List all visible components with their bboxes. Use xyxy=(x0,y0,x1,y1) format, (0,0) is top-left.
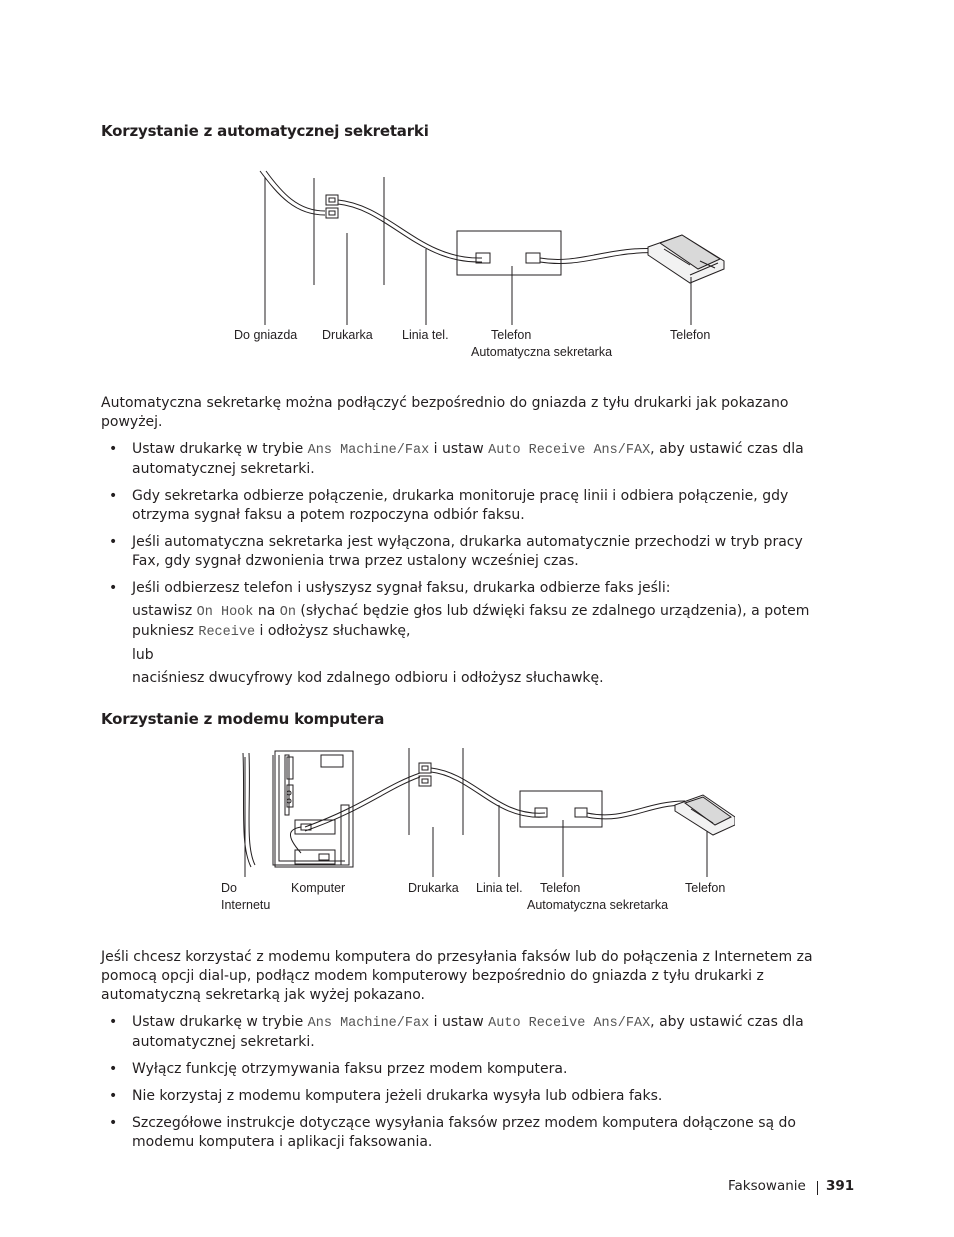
section1-bullets xyxy=(101,440,821,696)
list-item: • Jeśli odbierzesz telefon i usłyszysz sygnał faksu, drukarka odbierze faks jeśli: ustawisz On Hook na On (słychać będzie głos lub dźwięki faksu ze zdalnego urządzenia), a potem pukniesz Receive i odłożysz słuchawkę, lub naciśniesz dwucyfrowy kod zdalnego odbioru i odłożysz słuchawkę. xyxy=(101,579,821,688)
phone-cable xyxy=(540,248,660,259)
modem-cable xyxy=(305,773,420,827)
internet-cable xyxy=(249,753,255,865)
list-item: • Ustaw drukarkę w trybie Ans Machine/Fax i ustaw Auto Receive Ans/FAX, aby ustawić czas dla automatycznej sekretarki. xyxy=(101,1013,821,1052)
label-printer: Drukarka xyxy=(322,328,373,342)
label-answering-machine: Automatyczna sekretarka xyxy=(527,898,669,912)
list-item: • Wyłącz funkcję otrzymywania faksu przez modem komputera. xyxy=(101,1060,821,1079)
label-telephone: Telefon xyxy=(685,881,726,895)
section2-intro: Jeśli chcesz korzystać z modemu komputera do przesyłania faksów lub do połączenia z Internetem za pomocą opcji dial-up, podłącz modem komputerowy bezpośrednio do gniazda z tyłu drukarki z automatyczną sekretarką jak wyżej pokazano. xyxy=(101,949,813,1003)
label-phone-port: Telefon xyxy=(491,328,532,342)
telephone-drawing xyxy=(648,235,724,283)
list-item: • Nie korzystaj z modemu komputera jeżeli drukarka wysyła lub odbiera faks. xyxy=(101,1087,821,1106)
label-internet-2: Internetu xyxy=(221,898,271,912)
wall-cable xyxy=(260,171,325,215)
printer-line-jack xyxy=(326,195,338,205)
page-number: 391 xyxy=(826,1178,855,1194)
answering-machine-box xyxy=(520,791,602,827)
label-printer: Drukarka xyxy=(408,881,459,895)
section2-bullets xyxy=(101,1013,821,1160)
label-internet-1: Do xyxy=(221,881,237,895)
section1-intro: Automatyczna sekretarkę można podłączyć bezpośrednio do gniazda z tyłu drukarki jak pokazano powyżej. xyxy=(101,395,789,430)
label-socket: Do gniazda xyxy=(234,328,298,342)
line-cable xyxy=(338,200,482,258)
printer-line-jack xyxy=(419,763,431,773)
answering-machine-box xyxy=(457,231,561,275)
list-item: • Szczegółowe instrukcje dotyczące wysyłania faksów przez modem komputera dołączone są do modemu komputera i aplikacji faksowania. xyxy=(101,1114,821,1152)
printer-ext-jack xyxy=(326,208,338,218)
list-item: • Gdy sekretarka odbierze połączenie, drukarka monitoruje pracę linii i odbiera połączenie, gdy otrzyma sygnał faksu a potem rozpoczyna odbiór faksu. xyxy=(101,487,821,525)
section-heading-answering-machine: Korzystanie z automatycznej sekretarki xyxy=(101,122,429,140)
modem-diagram xyxy=(215,745,735,920)
printer-ext-jack xyxy=(419,776,431,786)
label-telephone: Telefon xyxy=(670,328,711,342)
footer-divider xyxy=(817,1181,818,1195)
label-answering-machine: Automatyczna sekretarka xyxy=(471,345,613,359)
computer-drawing xyxy=(273,751,353,867)
label-line: Linia tel. xyxy=(476,881,523,895)
section-heading-modem: Korzystanie z modemu komputera xyxy=(101,710,385,728)
answering-machine-diagram xyxy=(220,165,740,365)
label-computer: Komputer xyxy=(291,881,346,895)
list-item: • Jeśli automatyczna sekretarka jest wyłączona, drukarka automatycznie przechodzi w tryb pracy Fax, gdy sygnał dzwonienia trwa przez ustalony wcześniej czas. xyxy=(101,533,821,571)
footer-section-name: Faksowanie xyxy=(728,1178,806,1194)
label-phone-port: Telefon xyxy=(540,881,581,895)
label-line: Linia tel. xyxy=(402,328,449,342)
list-item: • Ustaw drukarkę w trybie Ans Machine/Fax i ustaw Auto Receive Ans/FAX, aby ustawić czas dla automatycznej sekretarki. xyxy=(101,440,821,479)
